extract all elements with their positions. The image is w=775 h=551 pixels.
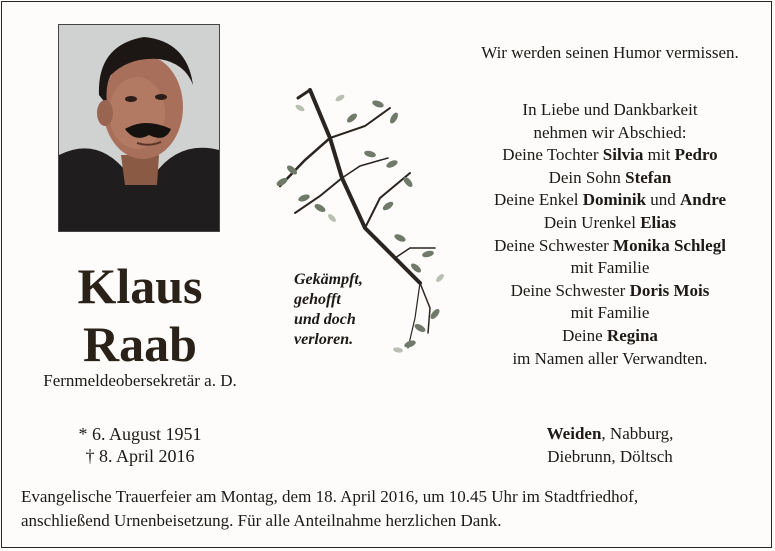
mourner-text: mit bbox=[643, 145, 675, 165]
birth-date: * 6. August 1951 bbox=[78, 424, 202, 444]
deceased-last-name: Raab bbox=[83, 316, 197, 372]
mourner-text: Deine bbox=[562, 325, 607, 345]
mourner-line bbox=[455, 189, 765, 212]
mourner-text: Dein Sohn bbox=[548, 167, 626, 187]
footer-line: Evangelische Trauerfeier am Montag, dem 18. April 2016, um 10.45 Uhr im Stadtfriedhof, bbox=[21, 487, 639, 506]
deceased-first-name: Klaus bbox=[77, 258, 203, 314]
mourner-text: Deine Enkel bbox=[493, 190, 583, 210]
mourner-text: Deine Schwester bbox=[494, 235, 614, 255]
mourner-line bbox=[455, 257, 765, 280]
motto-line: Gekämpft, bbox=[294, 271, 363, 288]
places-line: Diebrunn, Döltsch bbox=[547, 446, 673, 466]
occupation: Fernmeldeobersekretär a. D. bbox=[43, 371, 237, 390]
mourner-name: Silvia bbox=[602, 145, 644, 165]
motto-line: gehofft bbox=[294, 291, 341, 308]
mourner-text: mit Familie bbox=[570, 258, 650, 278]
mourner-list bbox=[455, 144, 765, 370]
mourner-text: im Namen aller Verwandten. bbox=[512, 348, 708, 368]
places-line bbox=[455, 423, 765, 446]
mourner-text: Deine Schwester bbox=[510, 280, 630, 300]
mourner-line bbox=[455, 325, 765, 348]
mourner-name: Andre bbox=[680, 190, 727, 210]
mourner-name: Doris Mois bbox=[629, 280, 710, 300]
mourner-text: mit Familie bbox=[570, 303, 650, 323]
mourner-line bbox=[455, 167, 765, 190]
mourner-text: Dein Urenkel bbox=[543, 212, 641, 232]
mourner-text: und bbox=[646, 190, 681, 210]
mourner-line bbox=[455, 280, 765, 303]
death-date: † 8. April 2016 bbox=[85, 446, 195, 466]
mourner-text: Deine Tochter bbox=[502, 145, 603, 165]
intro-line: In Liebe und Dankbarkeit bbox=[522, 100, 698, 119]
motto-line: verloren. bbox=[294, 331, 354, 348]
mourner-line bbox=[455, 348, 765, 371]
mourner-name: Elias bbox=[640, 212, 677, 232]
mourner-line bbox=[455, 144, 765, 167]
mourner-name: Pedro bbox=[674, 145, 718, 165]
mourner-line bbox=[455, 302, 765, 325]
intro-line: nehmen wir Abschied: bbox=[533, 122, 687, 142]
motto-text bbox=[294, 270, 363, 350]
mourner-line bbox=[455, 235, 765, 258]
place-bold: Weiden bbox=[546, 424, 602, 443]
mourner-name: Regina bbox=[606, 325, 658, 345]
motto-line: und doch bbox=[294, 311, 356, 328]
mourner-name: Dominik bbox=[582, 190, 647, 210]
mourner-name: Stefan bbox=[625, 167, 672, 187]
footer-line: anschließend Urnenbeisetzung. Für alle Anteilnahme herzlichen Dank. bbox=[21, 511, 502, 530]
mourners-block bbox=[455, 99, 765, 370]
place-rest: , Nabburg, bbox=[601, 424, 674, 443]
mourner-line bbox=[455, 212, 765, 235]
places-block bbox=[455, 423, 765, 468]
footer-text bbox=[21, 485, 761, 533]
mourner-name: Monika Schlegl bbox=[613, 235, 726, 255]
humor-line: Wir werden seinen Humor vermissen. bbox=[481, 43, 739, 62]
portrait-photo bbox=[58, 24, 220, 232]
